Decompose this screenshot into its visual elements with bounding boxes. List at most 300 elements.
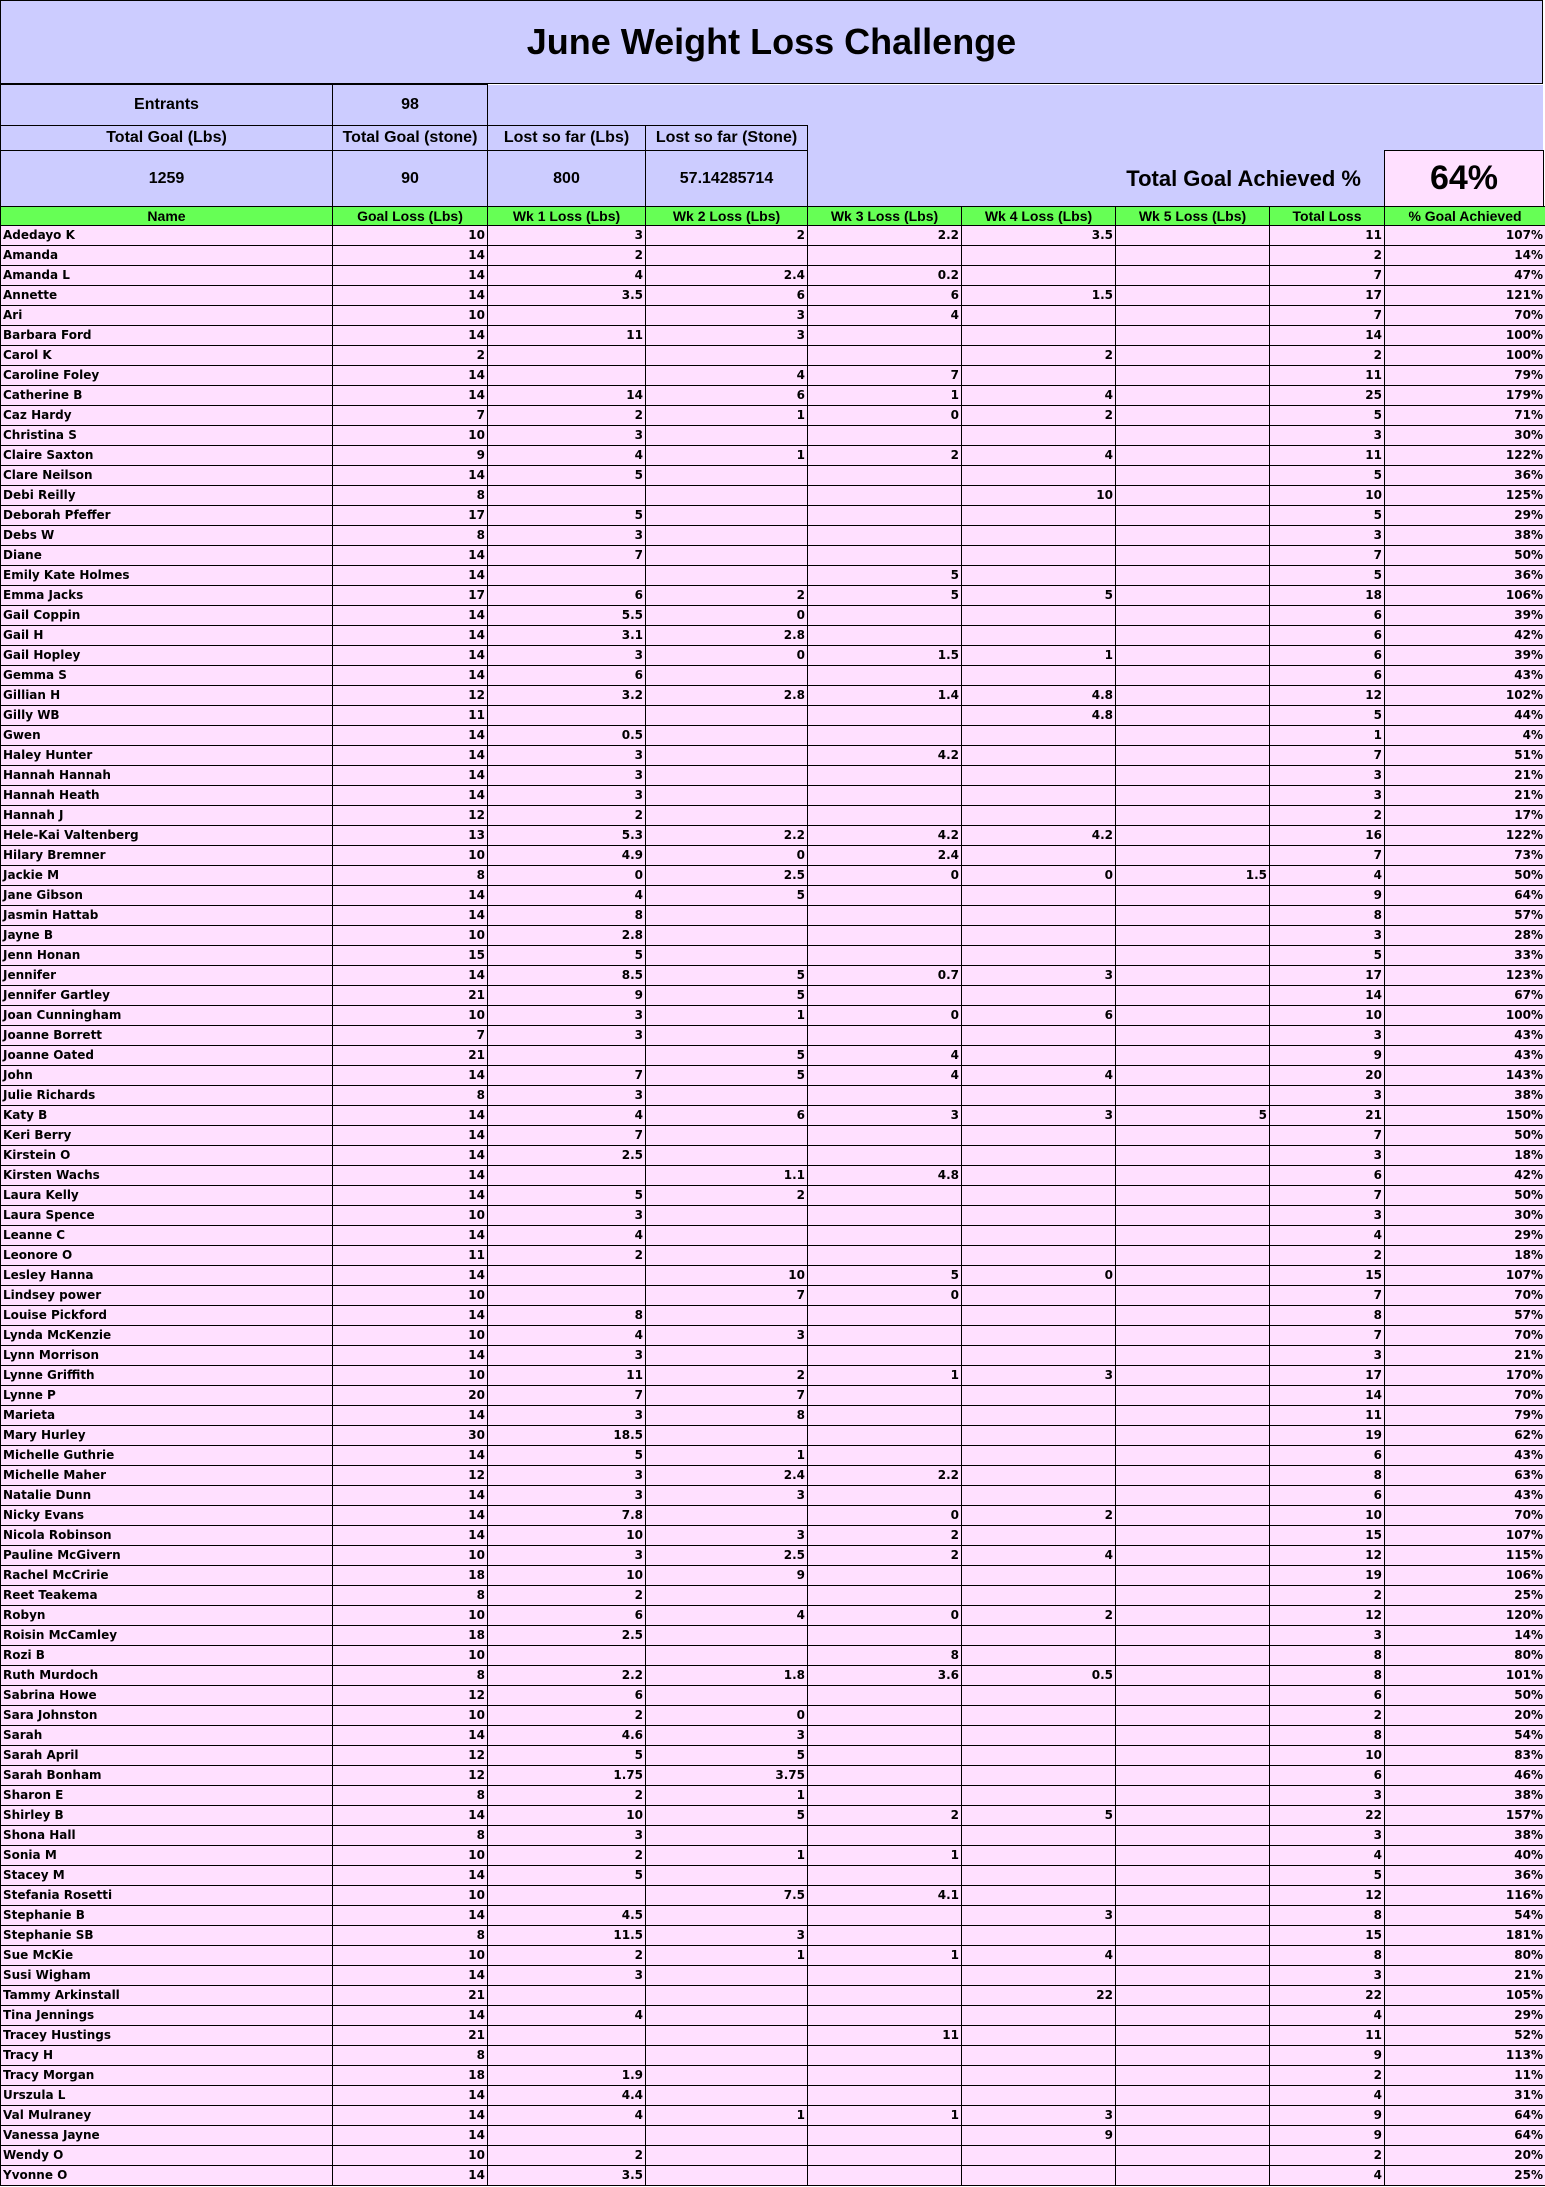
percent-cell: 50% [1385,866,1545,886]
goal-cell: 14 [333,1106,488,1126]
table-row [1,1826,1545,1846]
wk3-cell: 1 [808,1366,962,1386]
name-cell: Louise Pickford [1,1306,333,1326]
wk3-cell [808,1326,962,1346]
col-header-percent: % Goal Achieved [1385,207,1545,226]
wk4-cell [962,1226,1116,1246]
table-row [1,1906,1545,1926]
table-row [1,1486,1545,1506]
percent-cell: 100% [1385,1006,1545,1026]
wk5-cell [1116,826,1270,846]
percent-cell: 14% [1385,246,1545,266]
wk4-cell [962,1246,1116,1266]
wk2-cell: 0 [646,846,808,866]
wk5-cell [1116,1366,1270,1386]
wk1-cell: 2 [488,406,646,426]
wk3-cell [808,706,962,726]
wk3-cell [808,246,962,266]
wk2-cell [646,1866,808,1886]
wk4-cell: 2 [962,406,1116,426]
wk1-cell: 3 [488,786,646,806]
wk5-cell [1116,1646,1270,1666]
wk4-cell [962,1346,1116,1366]
wk5-cell [1116,946,1270,966]
wk1-cell [488,486,646,506]
table-row [1,406,1545,426]
wk1-cell: 5 [488,946,646,966]
percent-cell: 122% [1385,446,1545,466]
name-cell: Sarah April [1,1746,333,1766]
wk3-cell [808,666,962,686]
wk1-cell: 4 [488,2106,646,2126]
total-cell: 9 [1270,2106,1385,2126]
table-row [1,1066,1545,1086]
table-row [1,1226,1545,1246]
name-cell: Michelle Guthrie [1,1446,333,1466]
table-row [1,1306,1545,1326]
goal-achieved-label: Total Goal Achieved % [808,150,1385,207]
percent-cell: 43% [1385,1026,1545,1046]
total-cell: 6 [1270,1686,1385,1706]
goal-cell: 18 [333,1626,488,1646]
table-row [1,2026,1545,2046]
page-title: June Weight Loss Challenge [0,0,1543,84]
wk1-cell: 3.5 [488,286,646,306]
name-cell: Leanne C [1,1226,333,1246]
name-cell: Deborah Pfeffer [1,506,333,526]
wk1-cell [488,566,646,586]
wk1-cell: 3.1 [488,626,646,646]
percent-cell: 62% [1385,1426,1545,1446]
wk2-cell [646,2046,808,2066]
percent-cell: 63% [1385,1466,1545,1486]
wk5-cell [1116,1446,1270,1466]
wk4-cell [962,2166,1116,2186]
table-row [1,326,1545,346]
wk1-cell: 7 [488,1126,646,1146]
percent-cell: 39% [1385,606,1545,626]
wk1-cell: 4.9 [488,846,646,866]
wk1-cell: 3 [488,426,646,446]
goal-cell: 8 [333,2046,488,2066]
total-cell: 7 [1270,1186,1385,1206]
wk3-cell [808,426,962,446]
wk5-cell [1116,1346,1270,1366]
name-cell: Gemma S [1,666,333,686]
wk2-cell: 4 [646,366,808,386]
percent-cell: 36% [1385,566,1545,586]
wk3-cell: 3.6 [808,1666,962,1686]
total-cell: 9 [1270,1046,1385,1066]
goal-cell: 12 [333,806,488,826]
wk3-cell: 1 [808,386,962,406]
wk1-cell: 5 [488,1866,646,1886]
wk4-cell [962,2026,1116,2046]
percent-cell: 11% [1385,2066,1545,2086]
total-cell: 15 [1270,1926,1385,1946]
table-row [1,806,1545,826]
table-row [1,2046,1545,2066]
wk5-cell [1116,1066,1270,1086]
table-row [1,1706,1545,1726]
wk2-cell [646,1506,808,1526]
table-row [1,606,1545,626]
goal-cell: 14 [333,2166,488,2186]
wk5-cell [1116,1666,1270,1686]
wk1-cell: 3 [488,1406,646,1426]
percent-cell: 143% [1385,1066,1545,1086]
goal-cell: 8 [333,526,488,546]
table-row [1,1766,1545,1786]
wk1-cell [488,1046,646,1066]
wk5-cell [1116,1926,1270,1946]
name-cell: Diane [1,546,333,566]
wk2-cell [646,466,808,486]
wk3-cell [808,1346,962,1366]
wk3-cell: 0 [808,1286,962,1306]
wk4-cell [962,306,1116,326]
table-row [1,2106,1545,2126]
percent-cell: 157% [1385,1806,1545,1826]
goal-cell: 8 [333,486,488,506]
percent-cell: 33% [1385,946,1545,966]
wk1-cell: 14 [488,386,646,406]
wk1-cell: 2 [488,1786,646,1806]
goal-cell: 14 [333,2106,488,2126]
name-cell: Stacey M [1,1866,333,1886]
wk3-cell: 0 [808,866,962,886]
goal-cell: 11 [333,1246,488,1266]
wk3-cell [808,1306,962,1326]
total-cell: 3 [1270,1826,1385,1846]
wk2-cell [646,1086,808,1106]
wk1-cell: 3.5 [488,2166,646,2186]
wk3-cell [808,546,962,566]
wk5-cell [1116,566,1270,586]
wk1-cell: 4.4 [488,2086,646,2106]
percent-cell: 21% [1385,766,1545,786]
table-row [1,546,1545,566]
wk5-cell [1116,786,1270,806]
wk2-cell [646,906,808,926]
goal-cell: 17 [333,586,488,606]
wk4-cell [962,1206,1116,1226]
wk1-cell: 5 [488,506,646,526]
total-cell: 6 [1270,606,1385,626]
wk2-cell: 2.4 [646,266,808,286]
goal-cell: 8 [333,1826,488,1846]
wk4-cell [962,666,1116,686]
wk3-cell [808,1726,962,1746]
name-cell: Joan Cunningham [1,1006,333,1026]
total-cell: 12 [1270,1606,1385,1626]
name-cell: Tina Jennings [1,2006,333,2026]
wk2-cell: 3 [646,1526,808,1546]
percent-cell: 179% [1385,386,1545,406]
goal-cell: 8 [333,1666,488,1686]
name-cell: Shirley B [1,1806,333,1826]
total-cell: 3 [1270,766,1385,786]
wk4-cell: 2 [962,1506,1116,1526]
percent-cell: 4% [1385,726,1545,746]
table-row [1,626,1545,646]
name-cell: Susi Wigham [1,1966,333,1986]
wk5-cell [1116,406,1270,426]
wk2-cell: 6 [646,1106,808,1126]
wk5-cell [1116,686,1270,706]
entrants-label: Entrants [0,84,333,126]
wk1-cell: 5 [488,1186,646,1206]
wk5-cell [1116,286,1270,306]
table-row [1,366,1545,386]
percent-cell: 64% [1385,2106,1545,2126]
wk5-cell [1116,666,1270,686]
goal-cell: 10 [333,1366,488,1386]
wk1-cell: 5 [488,466,646,486]
wk4-cell [962,766,1116,786]
wk1-cell: 3 [488,766,646,786]
goal-cell: 14 [333,466,488,486]
wk1-cell: 6 [488,1606,646,1626]
percent-cell: 70% [1385,1386,1545,1406]
total-cell: 3 [1270,1086,1385,1106]
wk5-cell [1116,766,1270,786]
total-cell: 7 [1270,746,1385,766]
wk2-cell: 2.4 [646,1466,808,1486]
percent-cell: 73% [1385,846,1545,866]
wk1-cell [488,346,646,366]
wk4-cell: 22 [962,1986,1116,2006]
wk2-cell: 5 [646,986,808,1006]
wk5-cell [1116,1246,1270,1266]
wk2-cell: 1 [646,1946,808,1966]
wk3-cell [808,1766,962,1786]
name-cell: Claire Saxton [1,446,333,466]
total-cell: 4 [1270,2166,1385,2186]
name-cell: Sharon E [1,1786,333,1806]
percent-cell: 107% [1385,1266,1545,1286]
percent-cell: 50% [1385,1126,1545,1146]
goal-cell: 18 [333,1566,488,1586]
table-row [1,1046,1545,1066]
percent-cell: 29% [1385,506,1545,526]
goal-cell: 14 [333,726,488,746]
wk5-cell [1116,1486,1270,1506]
wk1-cell: 4 [488,446,646,466]
wk3-cell [808,2086,962,2106]
wk5-cell [1116,1006,1270,1026]
wk4-cell [962,1046,1116,1066]
table-row [1,306,1545,326]
goal-cell: 10 [333,1326,488,1346]
wk2-cell: 7 [646,1386,808,1406]
total-goal-stone-label: Total Goal (stone) [332,125,488,151]
percent-cell: 38% [1385,1086,1545,1106]
wk2-cell: 8 [646,1406,808,1426]
total-cell: 20 [1270,1066,1385,1086]
percent-cell: 42% [1385,626,1545,646]
wk2-cell: 7 [646,1286,808,1306]
table-row [1,2146,1545,2166]
wk1-cell: 11 [488,326,646,346]
wk1-cell: 4.5 [488,1906,646,1926]
wk2-cell [646,2146,808,2166]
name-cell: Jennifer Gartley [1,986,333,1006]
name-cell: Sarah [1,1726,333,1746]
name-cell: Sabrina Howe [1,1686,333,1706]
table-row [1,926,1545,946]
col-header-goal: Goal Loss (Lbs) [333,207,488,226]
wk2-cell [646,1146,808,1166]
percent-cell: 121% [1385,286,1545,306]
goal-cell: 14 [333,626,488,646]
goal-cell: 14 [333,1866,488,1886]
total-cell: 17 [1270,286,1385,306]
total-cell: 19 [1270,1426,1385,1446]
wk2-cell [646,1826,808,1846]
percent-cell: 30% [1385,1206,1545,1226]
wk3-cell [808,1746,962,1766]
total-cell: 17 [1270,966,1385,986]
total-goal-lbs-label: Total Goal (Lbs) [0,125,333,151]
name-cell: Hannah Heath [1,786,333,806]
wk2-cell: 5 [646,1046,808,1066]
wk5-cell [1116,2086,1270,2106]
wk2-cell: 9 [646,1566,808,1586]
percent-cell: 50% [1385,1186,1545,1206]
wk4-cell [962,526,1116,546]
name-cell: Debs W [1,526,333,546]
percent-cell: 70% [1385,1506,1545,1526]
wk3-cell [808,806,962,826]
name-cell: Mary Hurley [1,1426,333,1446]
wk2-cell [646,486,808,506]
wk3-cell: 1.5 [808,646,962,666]
table-row [1,966,1545,986]
wk3-cell: 4.2 [808,746,962,766]
goal-cell: 10 [333,926,488,946]
percent-cell: 30% [1385,426,1545,446]
wk5-cell [1116,486,1270,506]
name-cell: Michelle Maher [1,1466,333,1486]
goal-cell: 14 [333,1266,488,1286]
percent-cell: 181% [1385,1926,1545,1946]
name-cell: Carol K [1,346,333,366]
wk4-cell: 3 [962,1366,1116,1386]
goal-cell: 14 [333,1186,488,1206]
name-cell: Clare Neilson [1,466,333,486]
wk3-cell: 1 [808,1846,962,1866]
table-row [1,1106,1545,1126]
wk4-cell [962,626,1116,646]
wk5-cell [1116,1626,1270,1646]
table-row [1,2126,1545,2146]
percent-cell: 102% [1385,686,1545,706]
goal-cell: 10 [333,226,488,246]
table-row [1,886,1545,906]
table-row [1,646,1545,666]
table-row [1,1606,1545,1626]
total-cell: 10 [1270,1506,1385,1526]
wk3-cell: 4.1 [808,1886,962,1906]
total-cell: 10 [1270,1006,1385,1026]
wk2-cell [646,346,808,366]
wk1-cell: 8 [488,1306,646,1326]
table-row [1,1466,1545,1486]
percent-cell: 25% [1385,1586,1545,1606]
table-row [1,846,1545,866]
wk3-cell: 0.7 [808,966,962,986]
wk4-cell [962,1826,1116,1846]
table-row [1,1006,1545,1026]
name-cell: Catherine B [1,386,333,406]
table-row [1,1206,1545,1226]
goal-cell: 10 [333,1946,488,1966]
goal-cell: 10 [333,1706,488,1726]
wk3-cell [808,1226,962,1246]
wk4-cell: 9 [962,2126,1116,2146]
wk4-cell [962,1186,1116,1206]
wk3-cell [808,1706,962,1726]
table-row [1,786,1545,806]
wk3-cell: 3 [808,1106,962,1126]
wk1-cell: 2 [488,1946,646,1966]
wk5-cell [1116,1786,1270,1806]
name-cell: Haley Hunter [1,746,333,766]
wk1-cell: 0 [488,866,646,886]
total-cell: 8 [1270,1726,1385,1746]
wk4-cell [962,2146,1116,2166]
goal-cell: 14 [333,1146,488,1166]
goal-cell: 14 [333,326,488,346]
wk1-cell: 3 [488,1546,646,1566]
goal-achieved-value: 64% [1384,150,1544,207]
percent-cell: 47% [1385,266,1545,286]
wk3-cell: 1 [808,2106,962,2126]
table-row [1,1426,1545,1446]
percent-cell: 43% [1385,1046,1545,1066]
goal-cell: 14 [333,1406,488,1426]
goal-cell: 14 [333,1806,488,1826]
table-row [1,1526,1545,1546]
total-cell: 3 [1270,1146,1385,1166]
percent-cell: 105% [1385,1986,1545,2006]
total-cell: 7 [1270,846,1385,866]
wk4-cell: 3 [962,2106,1116,2126]
wk5-cell [1116,1426,1270,1446]
wk2-cell [646,2086,808,2106]
percent-cell: 20% [1385,1706,1545,1726]
percent-cell: 29% [1385,2006,1545,2026]
wk4-cell [962,1406,1116,1426]
table-row [1,1286,1545,1306]
wk1-cell: 5 [488,1746,646,1766]
wk2-cell: 2.8 [646,626,808,646]
table-row [1,1026,1545,1046]
wk2-cell: 3 [646,1326,808,1346]
percent-cell: 113% [1385,2046,1545,2066]
wk4-cell [962,1746,1116,1766]
wk2-cell: 3 [646,1726,808,1746]
name-cell: Stefania Rosetti [1,1886,333,1906]
percent-cell: 71% [1385,406,1545,426]
name-cell: John [1,1066,333,1086]
percent-cell: 107% [1385,1526,1545,1546]
name-cell: Lynne P [1,1386,333,1406]
total-cell: 6 [1270,1166,1385,1186]
goal-cell: 10 [333,426,488,446]
wk2-cell [646,1586,808,1606]
